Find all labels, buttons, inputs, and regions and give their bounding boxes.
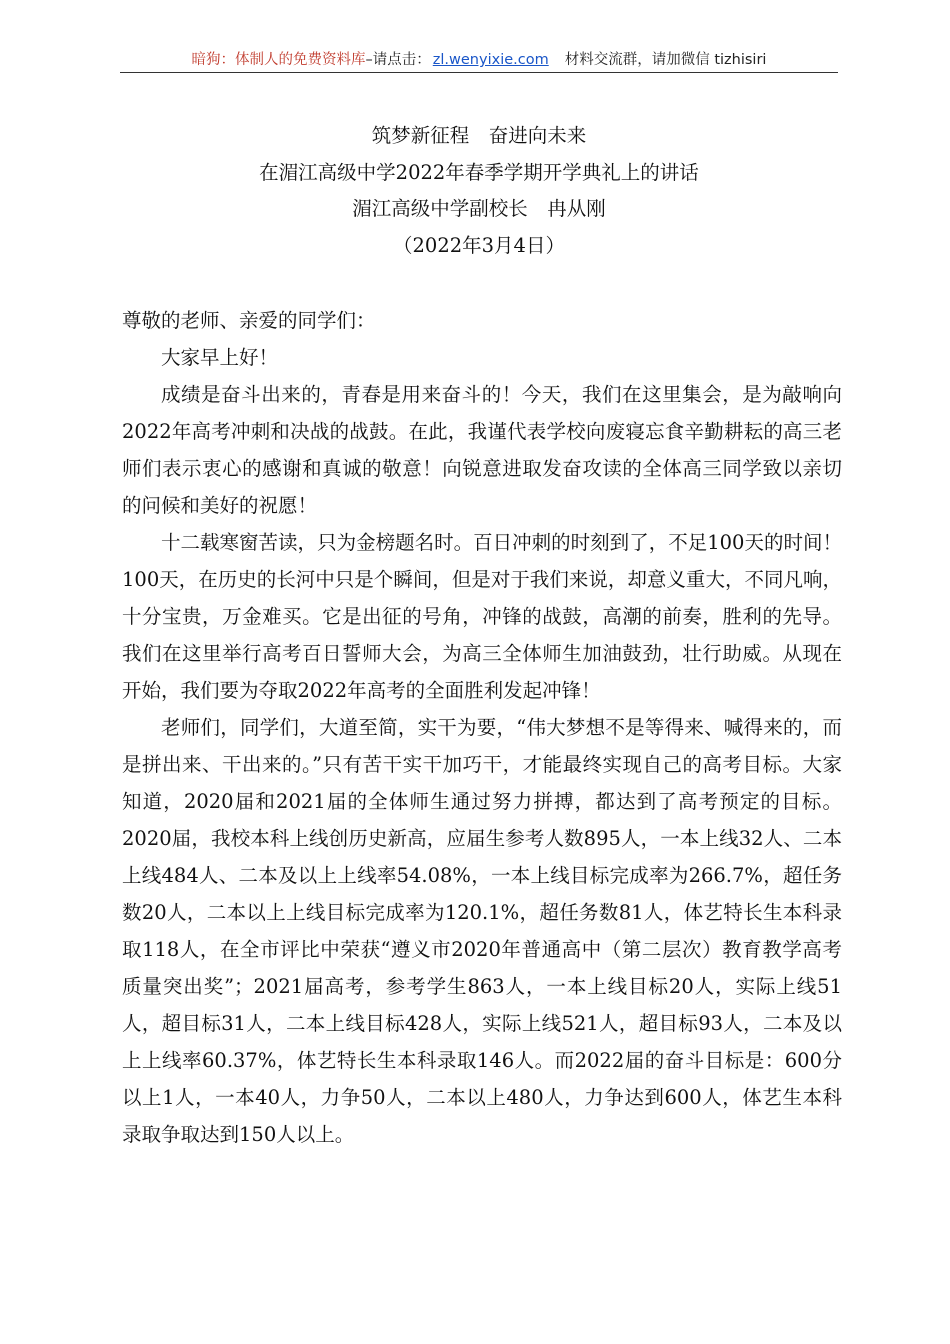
- body-paragraph: 老师们，同学们，大道至简，实干为要，“伟大梦想不是等得来、喊得来的，而是拼出来、干出来的。”只有苦干实干加巧干，才能最终实现自己的高考目标。大家知道，2020届和2021届的全体师生通过努力拼搏，都达到了高考预定的目标。2020届，我校本科上线创历史新高，应届生参考人数895人，一本上线32人、二本上线484人、二本及以上上线率54.08%，一本上线目标完成率为266.7%，超任务数20人，二本以上上线目标完成率为120.1%，超任务数81人，体艺特长生本科录取118人，在全市评比中荣获“遵义市2020年普通高中（第二层次）教育教学高考质量突出奖”；2021届高考，参考学生863人，一本上线目标20人，实际上线51人，超目标31人，二本上线目标428人，实际上线521人，超目标93人，二本及以上上线率60.37%，体艺特长生本科录取146人。而2022届的奋斗目标是：600分以上1人，一本40人，力争50人，二本以上480人，力争达到600人，体艺生本科录取争取达到150人以上。: [122, 716, 842, 1146]
- header-contact: 材料交流群，请加微信 tizhisiri: [564, 52, 767, 68]
- document-subtitle: 在湄江高级中学2022年春季学期开学典礼上的讲话: [259, 160, 699, 184]
- header-divider: [120, 72, 838, 73]
- title-block: [120, 118, 838, 264]
- header-prompt: –请点击：: [365, 52, 431, 68]
- document-date: （2022年3月4日）: [393, 233, 565, 257]
- header-link[interactable]: zl.wenyixie.com: [432, 52, 549, 68]
- document-author: 湄江高级中学副校长 冉从刚: [352, 197, 606, 220]
- header-brand: 暗狗：体制人的免费资料库: [191, 52, 366, 68]
- document-title: 筑梦新征程 奋进向未来: [371, 124, 587, 147]
- page-header: [120, 48, 838, 70]
- body-paragraph: 大家早上好！: [161, 346, 279, 369]
- salutation: 尊敬的老师、亲爱的同学们：: [122, 309, 376, 332]
- body-paragraph: 十二载寒窗苦读，只为金榜题名时。百日冲刺的时刻到了，不足100天的时间！100天，在历史的长河中只是个瞬间，但是对于我们来说，却意义重大，不同凡响，十分宝贵，万金难买。它是出征的号角，冲锋的战鼓，高潮的前奏，胜利的先导。我们在这里举行高考百日誓师大会，为高三全体师生加油鼓劲，壮行助威。从现在开始，我们要为夺取2022年高考的全面胜利发起冲锋！: [122, 531, 842, 702]
- document-body: [122, 302, 842, 1153]
- body-paragraph: 成绩是奋斗出来的，青春是用来奋斗的！今天，我们在这里集会，是为敲响向2022年高考冲刺和决战的战鼓。在此，我谨代表学校向废寝忘食辛勤耕耘的高三老师们表示衷心的感谢和真诚的敬意！向锐意进取发奋攻读的全体高三同学致以亲切的问候和美好的祝愿！: [122, 383, 842, 517]
